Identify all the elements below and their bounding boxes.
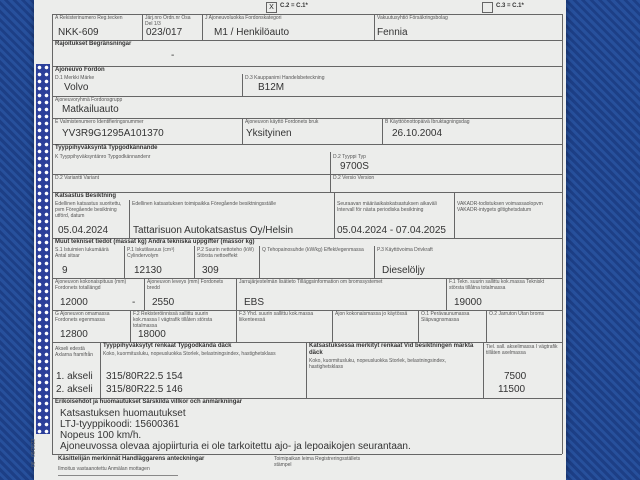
next-value: 05.04.2024 - 07.04.2025 (337, 225, 446, 236)
first-use-label: B Käyttöönottopäivä Ibruktagningsdag (385, 119, 470, 125)
c2-label: C.2 = C.1* (280, 3, 308, 9)
axle-mass-header: Tiel. sall. akselimassa I vägtrafik tillåten axelmassa (486, 344, 558, 356)
registration-document (31, 0, 566, 480)
tech-header: Muut tekniset tiedot (massat kg) Andra tekniska uppgifter (massor kg) (55, 239, 255, 245)
insurer-value: Fennia (377, 27, 408, 38)
axle-1-size: 315/80R22.5 154 (106, 371, 183, 382)
power-label: P.2 Suurin nettoteho (kW) Största nettoeffekt (197, 247, 254, 259)
cc-value: 12130 (134, 265, 162, 276)
prev-date-value: 05.04.2024 (58, 225, 109, 236)
inspected-tyres-header: Katsastuksessa merkityt renkaat Vid besiktningen märkta däck (309, 343, 474, 356)
cc-label: P.1 Iskutilavuus (cm³) Cylindervolym (127, 247, 175, 259)
use-value: Yksityinen (246, 128, 292, 139)
reg-mass-value: 18000 (138, 329, 166, 340)
prev-date-label: Edellinen katsastus suoritettu, pvm Föregående besiktning utförd, datum (55, 201, 122, 219)
trade-label: D.3 Kauppanimi Handelsbeteckning (245, 75, 325, 81)
power-value: 309 (202, 265, 219, 276)
c3-checkbox[interactable] (482, 2, 493, 13)
remarks-text (60, 408, 411, 452)
max-mass-label: F.1 Tekn. suurin sallittu kok.massa Tekniskt största tillåtna totalmassa (449, 279, 545, 291)
axle-1-label: 1. akseli (56, 371, 93, 382)
order-label: Järj.nro Ordn.nr Osa Del 1/3 (145, 15, 191, 27)
handler-header: Käsittelijän merkinnät Handläggarens anteckningar (58, 456, 205, 462)
trailer1-label: O.1 Perävaunumassa Släpvagnsmassa (421, 311, 470, 323)
insurer-label: Vakuutusyhtiö Försäkringsbolag (377, 15, 448, 21)
approved-tyres-sub: Koko, kuormitusluku, nopeusluokka Storlek, belastningsindex, hastighetsklass (103, 351, 276, 357)
stamp-label: Toimipaikan leima Registreringsställets stämpel (274, 456, 361, 468)
form-code: 06 - 09/2023 (31, 438, 38, 468)
seats-label: S.1 Istuimien lukumäärä Antal sitsar (55, 247, 109, 259)
brake-value: EBS (244, 297, 265, 308)
axle-2-size: 315/80R22.5 146 (106, 384, 183, 395)
vehicle-header: Ajoneuvo Fordon (55, 67, 105, 73)
own-mass-label: G Ajoneuvon omamassa Fordonets egenmassa (55, 311, 110, 323)
fuel-label: P.3 Käyttövoima Drivkraft (377, 247, 433, 253)
remark-line: Ajoneuvossa olevaa ajopiirturia ei ole tarkoitettu ajo- ja lepoaikojen seurantaan. (60, 441, 411, 452)
trailer2-label: O.2 Jarruton Utan broms (489, 311, 545, 317)
vakadr-label: VAKADR-todistuksen voimassaolopvm VAKADR-intygets giltighetsdatum (457, 201, 543, 213)
prev-place-label: Edellinen katsastuksen toimipaikka Föregående besiktningsställe (132, 201, 276, 207)
restrictions-value: - (171, 50, 175, 61)
version-label: D.2 Versio Version (333, 175, 375, 181)
trade-value: B12M (258, 82, 285, 93)
length-label: Ajoneuvon kokonaispituus (mm) Fordonets totallängd (55, 279, 127, 291)
type-value: 9700S (340, 161, 369, 172)
inspected-tyres-sub: Koko, kuormitusluku, nopeusluokka Storlek, belastningsindex, hastighetsklass (309, 358, 447, 370)
variant-label: D.2 Variantti Variant (55, 175, 100, 181)
category-label: J Ajoneuvoluokka Fordonskategori (205, 15, 282, 21)
axle-1-mass: 7500 (504, 371, 527, 382)
group-value: Matkailuauto (62, 104, 119, 115)
reg-value: NKK-609 (58, 27, 99, 38)
reg-mass-label: F.2 Rekisteröinnissä sallittu suurin kok.massa I vägtrafik tillåten största totalmassa (133, 311, 213, 329)
vin-label: E Valmistenumero Identifieringsnummer (55, 119, 144, 125)
c3-label: C.3 = C.1* (496, 3, 524, 9)
remarks-header: Erikoisehdot ja huomautukset Särskilda villkor och anmärkningar (55, 399, 243, 405)
remark-line: Katsastuksen huomautukset (60, 408, 186, 419)
brake-label: Jarrujärjestelmän lisätieto Tilläggsinformation om bromssystemet (239, 279, 383, 285)
length-separator: - (132, 297, 136, 308)
axle-header: Akseli edestä Axlarna framifrån (55, 346, 94, 358)
receiver-label: Ilmoitus vastaanotettu Anmälan mottagen (58, 466, 150, 472)
ratio-label: Q Tehopainosuhde (kW/kg) Effekt/egenmassa (262, 247, 364, 253)
approval-number-label: K Tyyppihyväksyntänro Typgodkännandenr (55, 154, 151, 160)
max-mass-value: 19000 (454, 297, 482, 308)
group-label: Ajoneuvoryhmä Fordonsgrupp (55, 97, 123, 103)
comb-mass-label: F.3 Yhd. suurin sallittu kok.massa liikenteessä (239, 311, 314, 323)
approval-header: Tyyppihyväksyntä Typgodkännande (55, 145, 158, 151)
width-value: 2550 (152, 297, 175, 308)
first-use-value: 26.10.2004 (392, 128, 443, 139)
type-label: D.2 Tyyppi Typ (333, 154, 366, 160)
next-label: Seuraavan määräaikaiskatsastuksen aikaväli Intervall för nästa periodiska besiktning (337, 201, 437, 213)
approved-tyres-header: Tyyppihyväksytyt renkaat Typgodkända däck (103, 343, 232, 349)
blue-dotted-stripe (36, 64, 50, 434)
width-label: Ajoneuvon leveys (mm) Fordonets bredd (147, 279, 224, 291)
own-mass-value: 12800 (60, 329, 88, 340)
restrictions-label: Rajoitukset Begränsningar (55, 41, 132, 47)
prev-place-value: Tattarisuon Autokatsastus Oy/Helsin (133, 225, 294, 236)
axle-2-mass: 11500 (498, 384, 526, 395)
make-label: D.1 Merkki Märke (55, 75, 95, 81)
order-value: 023/017 (146, 27, 183, 38)
c2-checkbox[interactable]: X (266, 2, 277, 13)
category-value: M1 / Henkilöauto (214, 27, 290, 38)
make-value: Volvo (64, 82, 89, 93)
seats-value: 9 (62, 265, 68, 276)
fuel-value: Dieselöljy (382, 265, 425, 276)
axle-2-label: 2. akseli (56, 384, 93, 395)
remark-line: LTJ-tyyppikoodi: 15600361 (60, 419, 180, 430)
reg-label: A Rekisterinumero Reg.tecken (55, 15, 123, 21)
length-value: 12000 (60, 297, 88, 308)
use-label: Ajoneuvon käyttö Fordonets bruk (245, 119, 319, 125)
tow-label: Ajon kokonaismassa jo käytössä (335, 311, 408, 317)
remark-line: Nopeus 100 km/h. (60, 430, 142, 441)
inspection-header: Katsastus Besiktning (55, 193, 117, 199)
vin-value: YV3R9G1295A101370 (62, 128, 164, 139)
